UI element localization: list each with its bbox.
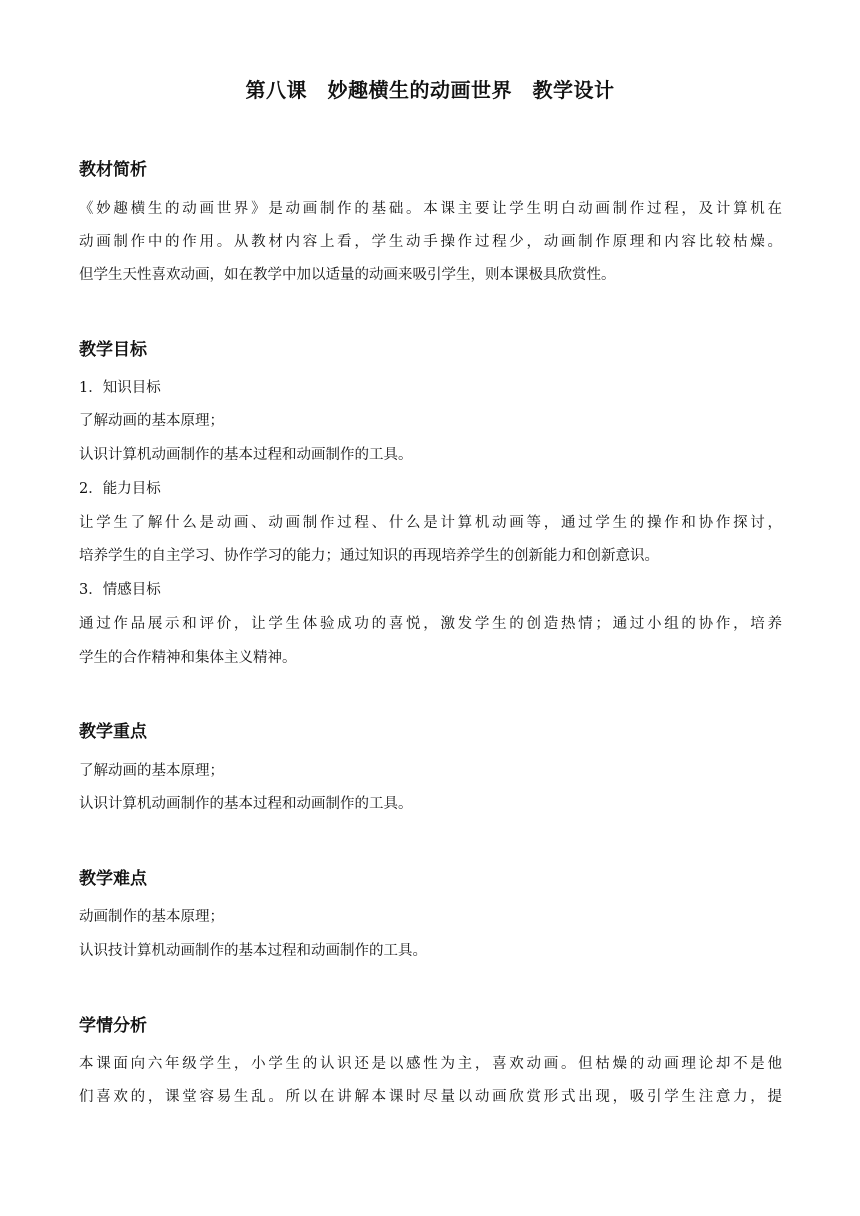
difficulty-line: 认识技计算机动画制作的基本过程和动画制作的工具。 [79, 943, 427, 959]
students-paragraph-line: 们喜欢的，课堂容易生乱。所以在讲解本课时尽量以动画欣赏形式出现，吸引学生注意力，提 [79, 1089, 782, 1105]
section-heading-objectives: 教学目标 [79, 340, 147, 360]
section-heading-material: 教材简析 [79, 160, 147, 180]
material-paragraph-line: 动画制作中的作用。从教材内容上看，学生动手操作过程少，动画制作原理和内容比较枯燥。 [79, 234, 782, 250]
section-heading-students: 学情分析 [79, 1016, 147, 1036]
knowledge-objective-line: 了解动画的基本原理； [79, 413, 224, 429]
emotion-objective-line: 学生的合作精神和集体主义精神。 [79, 650, 297, 666]
emotion-objective-line: 通过作品展示和评价，让学生体验成功的喜悦，激发学生的创造热情；通过小组的协作，培养 [79, 616, 782, 632]
material-paragraph-line: 《妙趣横生的动画世界》是动画制作的基础。本课主要让学生明白动画制作过程，及计算机在 [79, 201, 782, 217]
ability-objective-title: 2．能力目标 [79, 481, 161, 497]
section-heading-difficulties: 教学难点 [79, 869, 147, 889]
ability-objective-line: 让学生了解什么是动画、动画制作过程、什么是计算机动画等，通过学生的操作和协作探讨， [79, 515, 782, 531]
ability-objective-line: 培养学生的自主学习、协作学习的能力；通过知识的再现培养学生的创新能力和创新意识。 [79, 548, 659, 564]
emotion-objective-title: 3．情感目标 [79, 582, 161, 598]
key-point-line: 了解动画的基本原理； [79, 763, 224, 779]
knowledge-objective-title: 1．知识目标 [79, 380, 161, 396]
knowledge-objective-line: 认识计算机动画制作的基本过程和动画制作的工具。 [79, 447, 413, 463]
document-title: 第八课 妙趣横生的动画世界 教学设计 [245, 78, 615, 102]
difficulty-line: 动画制作的基本原理； [79, 909, 224, 925]
key-point-line: 认识计算机动画制作的基本过程和动画制作的工具。 [79, 796, 413, 812]
material-paragraph-line: 但学生天性喜欢动画，如在教学中加以适量的动画来吸引学生，则本课极具欣赏性。 [79, 267, 616, 283]
section-heading-key-points: 教学重点 [79, 722, 147, 742]
students-paragraph-line: 本课面向六年级学生，小学生的认识还是以感性为主，喜欢动画。但枯燥的动画理论却不是他 [79, 1056, 782, 1072]
